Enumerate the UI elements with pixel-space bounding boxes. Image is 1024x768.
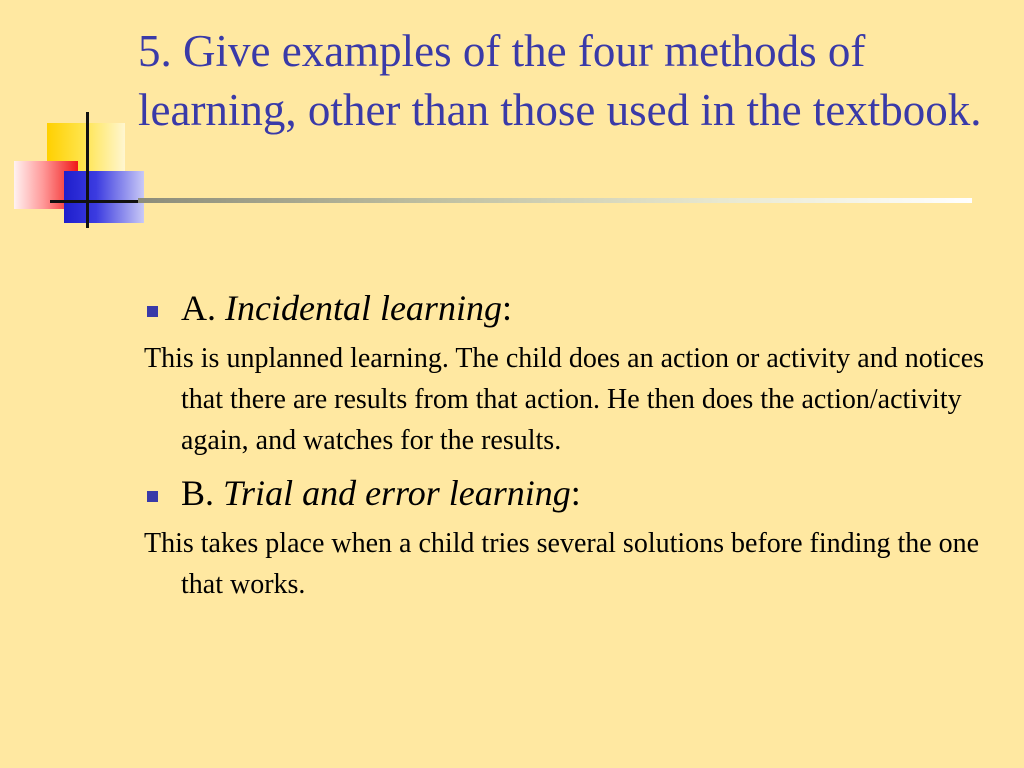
- title-underline: [138, 198, 972, 203]
- bullet-item-b: [144, 467, 994, 519]
- blue-square-shape: [64, 171, 144, 223]
- bullet-prefix: B.: [181, 473, 224, 513]
- bullet-prefix: A.: [181, 288, 225, 328]
- bullet-term: Incidental learning: [225, 288, 502, 328]
- square-bullet-icon: [147, 491, 158, 502]
- bullet-suffix: :: [501, 288, 512, 328]
- square-bullet-icon: [147, 306, 158, 317]
- bullet-description-a: This is unplanned learning. The child does an action or activity and notices that there are results from that action. He then does the action/activity again, and watches for the results.: [144, 343, 985, 456]
- bullet-item-a: [144, 282, 994, 334]
- bullet-term: Trial and error learning: [223, 473, 571, 513]
- bullet-suffix: :: [570, 473, 581, 513]
- bullet-description-b: This takes place when a child tries several solutions before finding the one that works.: [144, 528, 980, 600]
- vertical-line-shape: [86, 112, 89, 228]
- horizontal-line-shape: [50, 200, 144, 203]
- slide-title: 5. Give examples of the four methods of learning, other than those used in the textbook.: [138, 26, 982, 135]
- slide-body: [144, 282, 994, 611]
- decorative-squares-graphic: [0, 0, 160, 240]
